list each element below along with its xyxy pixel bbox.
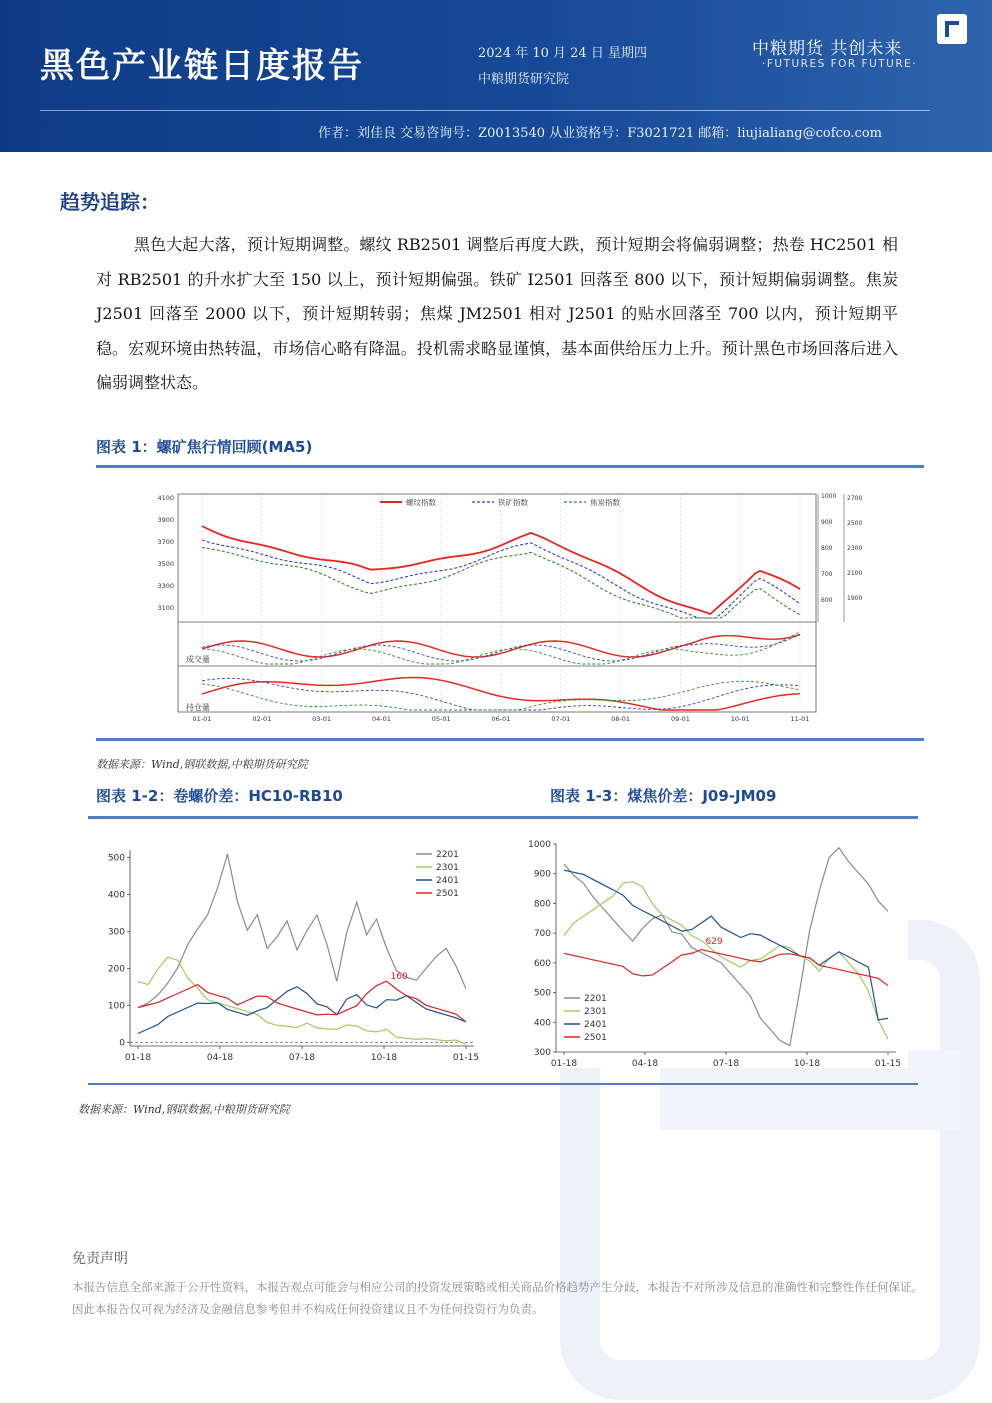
legend-label-2401: 2401 [584, 1020, 607, 1030]
series-line-2501 [138, 981, 466, 1022]
right1-tick-label: 1000 [821, 493, 837, 500]
x-tick-label: 07-01 [551, 715, 571, 723]
figure3-title: 图表 1-3：煤焦价差：J09-JM09 [550, 787, 777, 805]
left-tick-label: 3900 [157, 516, 174, 524]
legend-label-2401: 2401 [436, 876, 459, 886]
left-tick-label: 4100 [157, 494, 174, 502]
x-tick-label: 04-18 [631, 1059, 659, 1069]
value-annotation: 160 [390, 972, 408, 983]
x-tick-label: 07-18 [712, 1059, 740, 1069]
x-tick-label: 01-15 [874, 1059, 902, 1069]
figure2-bottom-rule [88, 1083, 918, 1085]
x-tick-label: 09-01 [670, 715, 690, 723]
legend-label-2501: 2501 [584, 1033, 607, 1043]
legend-label-2201: 2201 [584, 994, 607, 1004]
x-tick-label: 01-15 [452, 1053, 480, 1063]
institute-name: 中粮期货研究院 [478, 72, 570, 87]
x-tick-label: 03-01 [312, 715, 332, 723]
series-line-2301 [138, 957, 466, 1044]
x-tick-label: 10-18 [793, 1059, 821, 1069]
disclaimer-text: 本报告信息全部来源于公开性资料，本报告观点可能会与相应公司的投资发展策略或相关商品价格趋势产生分歧，本报告不对所涉及信息的准确性和完整性作任何保证。因此本报告仅可视为经济及金融信息参考但并不构成任何投资建议且不为任何投资行为负责。 [72, 1280, 923, 1316]
report-header [0, 0, 992, 152]
right2-tick-label: 2300 [847, 545, 863, 552]
right2-tick-label: 2100 [847, 570, 863, 577]
y-tick-label: 400 [533, 1018, 551, 1029]
y-tick-label: 400 [107, 890, 125, 901]
trend-paragraph: 黑色大起大落，预计短期调整。螺纹 RB2501 调整后再度大跌，预计短期会将偏弱调整；热卷 HC2501 相对 RB2501 的升水扩大至 150 以上，预计短期偏强。铁矿 I2501 回落至 800 以下，预计短期偏弱调整。焦炭 J2501 回落至 2000 以下，预计短期转弱；焦煤 JM2501 相对 J2501 的贴水回落至 700 以内，预计短期平稳。宏观环境由热转温，市场信心略有降温。投机需求略显谨慎，基本面供给压力上升。预计黑色市场回落后进入偏弱调整状态。 [96, 235, 898, 392]
figure3-chart [522, 832, 908, 1068]
author-info: 作者：刘佳良 交易咨询号：Z0013540 从业资格号：F3021721 邮箱：liujialiang@cofco.com [318, 126, 882, 141]
legend-label-2501: 2501 [436, 889, 459, 899]
right2-tick-label: 2700 [847, 495, 863, 502]
x-tick-label: 01-01 [192, 715, 212, 723]
y-tick-label: 800 [533, 899, 551, 910]
x-tick-label: 04-18 [206, 1053, 234, 1063]
left-tick-label: 3300 [157, 582, 174, 590]
figure2-source: 数据来源：Wind,钢联数据,中粮期货研究院 [78, 1103, 290, 1116]
header-divider [40, 110, 930, 111]
report-title: 黑色产业链日度报告 [40, 46, 364, 86]
y-tick-label: 500 [107, 853, 125, 864]
x-tick-label: 05-01 [431, 715, 451, 723]
figure2-top-rule [88, 816, 918, 819]
disclaimer-heading: 免责声明 [72, 1251, 128, 1267]
series-line-2301 [564, 882, 888, 1039]
y-tick-label: 600 [533, 958, 551, 969]
figure2-chart [96, 836, 486, 1072]
series-line-2201 [138, 854, 466, 1008]
x-tick-label: 06-01 [491, 715, 511, 723]
right1-tick-label: 800 [821, 545, 833, 552]
legend-label: 铁矿指数 [498, 498, 528, 507]
y-tick-label: 0 [119, 1038, 125, 1049]
y-tick-label: 200 [107, 964, 125, 975]
right1-tick-label: 600 [821, 597, 833, 604]
y-tick-label: 1000 [528, 840, 551, 850]
figure1-chart [140, 484, 863, 724]
y-tick-label: 100 [107, 1001, 125, 1012]
legend-label-2301: 2301 [584, 1007, 607, 1017]
x-tick-label: 02-01 [252, 715, 272, 723]
panel-label-oi: 持仓量 [186, 703, 210, 712]
series-line-2401 [564, 870, 888, 1020]
x-tick-label: 07-18 [288, 1053, 316, 1063]
x-tick-label: 08-01 [611, 715, 631, 723]
figure1-top-rule [96, 465, 924, 468]
series-line-2201 [564, 848, 888, 1046]
legend-label: 螺纹指数 [406, 498, 436, 507]
y-tick-label: 500 [533, 988, 551, 999]
company-logo-icon [937, 14, 967, 44]
x-tick-label: 10-01 [730, 715, 750, 723]
right1-tick-label: 700 [821, 571, 833, 578]
legend-label-2201: 2201 [436, 850, 459, 860]
figure1-bottom-rule [96, 738, 924, 741]
right1-tick-label: 900 [821, 519, 833, 526]
section-heading: 趋势追踪： [60, 190, 160, 214]
left-tick-label: 3500 [157, 560, 174, 568]
brand-slogan: 中粮期货 共创未来 [752, 39, 903, 59]
y-tick-label: 700 [533, 929, 551, 940]
left-tick-label: 3700 [157, 538, 174, 546]
left-tick-label: 3100 [157, 604, 174, 612]
x-tick-label: 11-01 [790, 715, 810, 723]
x-tick-label: 01-18 [124, 1053, 152, 1063]
chart-frame [178, 494, 816, 712]
legend-label: 焦炭指数 [590, 498, 620, 507]
y-tick-label: 900 [533, 869, 551, 880]
figure1-title: 图表 1：螺矿焦行情回顾(MA5) [96, 438, 313, 456]
right2-tick-label: 2500 [847, 520, 863, 527]
report-date: 2024 年 10 月 24 日 星期四 [478, 46, 647, 61]
right2-tick-label: 1900 [847, 595, 863, 602]
figure2-title: 图表 1-2：卷螺价差：HC10-RB10 [96, 787, 343, 805]
y-tick-label: 300 [533, 1048, 551, 1058]
legend-label-2301: 2301 [436, 863, 459, 873]
y-tick-label: 300 [107, 927, 125, 938]
figure1-source: 数据来源：Wind,钢联数据,中粮期货研究院 [96, 758, 308, 771]
brand-slogan-en: ·FUTURES FOR FUTURE· [762, 58, 918, 70]
x-tick-label: 10-18 [370, 1053, 398, 1063]
x-tick-label: 04-01 [371, 715, 391, 723]
panel-label-volume: 成交量 [186, 655, 210, 664]
x-tick-label: 01-18 [550, 1059, 578, 1069]
value-annotation: 629 [705, 937, 723, 947]
